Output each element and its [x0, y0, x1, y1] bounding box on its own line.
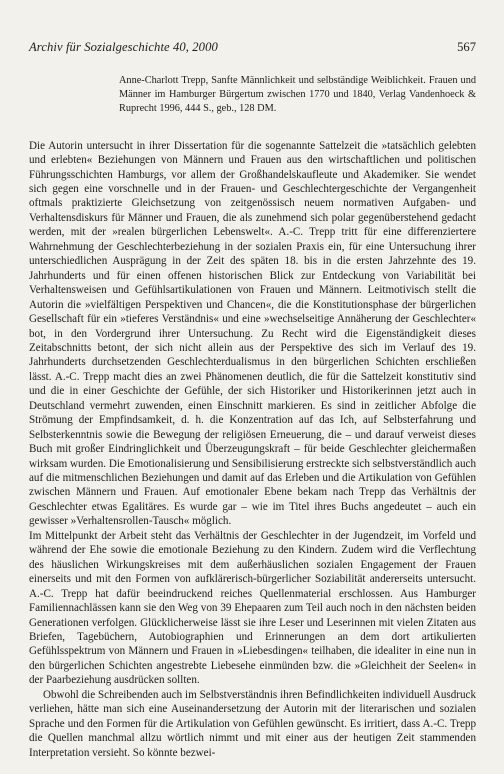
review-body [29, 139, 476, 760]
running-head [29, 40, 476, 60]
page-number: 567 [457, 40, 476, 54]
journal-title: Archiv für Sozialgeschichte 40, 2000 [29, 40, 218, 54]
book-citation: Anne-Charlott Trepp, Sanfte Männlichkeit und selbständige Weiblichkeit. Frauen und Männer im Hamburger Bürgertum zwischen 1770 und 1840, Verlag Vandenhoeck & Ruprecht 1996, 444 S., geb., 128 DM. [119, 75, 476, 115]
body-paragraph: Die Autorin untersucht in ihrer Dissertation für die sogenannte Sattelzeit die »tatsächlich gelebten und erlebten« Beziehungen von Männern und Frauen aus den wirtschaftlichen und politischen Führungsschichten Hamburgs, vor allem der Großhandelskaufleute und Akademiker. Sie wendet sich gegen eine vorschnelle und in der Frauen- und Geschlechtergeschichte der Vergangenheit oftmals praktizierte Gleichsetzung von zeitgenössisch neuem normativen Aufgaben- und Verhaltensdiskurs für Männer und Frauen, die als zunehmend sich polar gegenüberstehend gedacht werden, mit der »realen bürgerlichen Lebenswelt«. A.-C. Trepp tritt für eine differenziertere Wahrnehmung der Geschlechterbeziehung in der sozialen Praxis ein, für eine Untersuchung ihrer unterschiedlichen Ausprägung in der Zeit des späten 18. bis in die ersten Jahrzehnte des 19. Jahrhunderts und für einen offenen historischen Blick zur Entdeckung von Variabilität bei Verhaltensweisen und Gefühlsartikulationen von Frauen und Männern. Leitmotivisch stellt die Autorin die »vielfältigen Perspektiven und Chancen«, die die Konstitutionsphase der bürgerlichen Gesellschaft für ein »tieferes Verständnis« und eine »wechselseitige Annäherung der Geschlechter« bot, in den Vordergrund ihrer Untersuchung. Zu Recht wird die Eigenständigkeit dieses Zeitabschnitts betont, der sich nicht allein aus der Perspektive des sich im Verlauf des 19. Jahrhunderts durchsetzenden Geschlechterdualismus in den bürgerlichen Schichten erschließen lässt. A.-C. Trepp macht dies an zwei Phänomenen deutlich, die für die Sattelzeit konstitutiv sind und die in einer Geschichte der Gefühle, der sich Historiker und Historikerinnen jetzt auch in Deutschland vermehrt zuwenden, einen Einschnitt markieren. Es sind in zeitlicher Abfolge die Strömung der Empfindsamkeit, d. h. die Konzentration auf das Ich, auf Selbsterfahrung und Selbsterkenntnis sowie die Bewegung der religiösen Erneuerung, die – und darauf verweist dieses Buch mit großer Eindringlichkeit und Überzeugungskraft – für beide Geschlechter gleichermaßen wirksam wurden. Die Emotionalisierung und Sensibilisierung erstreckte sich selbstverständlich auch auf die mitmenschlichen Beziehungen und damit auf das Erleben und die Artikulation von Gefühlen zwischen Männern und Frauen. Auf emotionaler Ebene bekam nach Trepp das Verhältnis der Geschlechter etwas Egalitäres. Es wurde gar – wie im Titel ihres Buchs angedeutet – auch ein gewisser »Verhaltensrollen-Tausch« möglich. [29, 139, 476, 528]
body-paragraph: Obwohl die Schreibenden auch im Selbstverständnis ihren Befindlichkeiten individuell Ausdruck verliehen, hätte man sich eine Auseinandersetzung der Autorin mit der literarischen und sozialen Sprache und den Formen für die Artikulation von Gefühlen gewünscht. Es irritiert, dass A.-C. Trepp die Quellen manchmal allzu wörtlich nimmt und mit einer aus der heutigen Zeit stammenden Interpretation versieht. So könnte bezwei- [29, 688, 476, 759]
body-paragraph: Im Mittelpunkt der Arbeit steht das Verhältnis der Geschlechter in der Jugendzeit, im Vorfeld und während der Ehe sowie die emotionale Beziehung zu den Kindern. Zudem wird die Verflechtung des häuslichen Wirkungskreises mit dem außerhäuslichen sozialen Engagement der Frauen einerseits und mit den Formen von aufklärerisch-bürgerlicher Soziabilität andererseits untersucht. A.-C. Trepp hat dafür beeindruckend reiches Quellenmaterial erschlossen. Aus Hamburger Familiennachlässen kann sie den Weg von 39 Ehepaaren zum Teil auch noch in den nächsten beiden Generationen verfolgen. Glücklicherweise lässt sie ihre Leser und Leserinnen mit vielen Zitaten aus Briefen, Tagebüchern, Autobiographien und Erinnerungen an dem dort artikulierten Gefühlsspektrum von Männern und Frauen in »Liebesdingen« teilhaben, die idealiter in eine nun in den bürgerlichen Schichten angestrebte Liebesehe einmünden bzw. die »Gleichheit der Seelen« in der Paarbeziehung ausdrücken sollten. [29, 529, 476, 687]
